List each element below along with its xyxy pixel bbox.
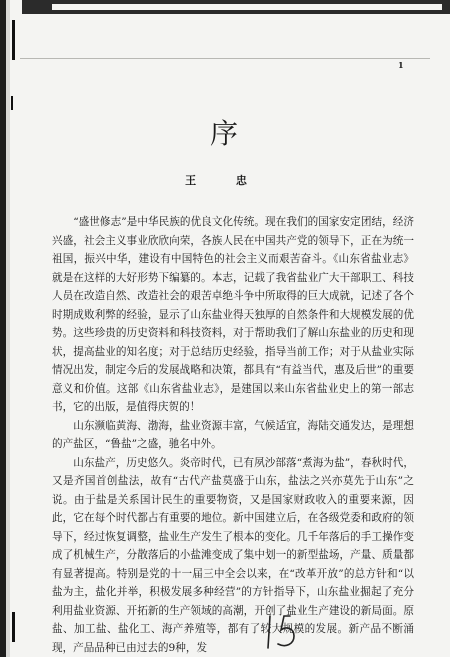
scan-artifact xyxy=(12,612,15,642)
preface-body xyxy=(52,213,414,657)
scan-top-edge xyxy=(22,0,450,14)
paragraph: 山东濒临黄海、渤海，盐业资源丰富，气候适宜，海陆交通发达，是理想的产盐区，“鲁盐”之盛，驰名中外。 xyxy=(52,419,414,450)
paragraph: 山东盐产，历史悠久。炎帝时代，已有夙沙部落“煮海为盐”，春秋时代，又是齐国首创盐法，故有“古代产盐莫盛于山东，盐法之兴亦莫先于山东”之说。由于盐是关系国计民生的重要物资，又是国家财政收入的重要来源，因此，它在每个时代都占有重要的地位。新中国建立后，在各级党委和政府的领导下，经过恢复调整，盐业生产发生了根本的变化。几千年落后的手工操作变成了机械生产，分散落后的小盐滩变成了集中划一的新型盐场，产量、质量都有显著提高。特别是党的十一届三中全会以来，在“改革开放”的总方针和“以盐为主，盐化并举，积极发展多种经营”的方针指导下，山东盐业掘起了充分利用盐业资源、开拓新的生产领域的高潮，开创了盐业生产建设的新局面。原盐、加工盐、盐化工、海产养殖等，都有了较大规模的发展。新产品不断涌现，产品品种已由过去的9种，发 xyxy=(52,456,414,654)
scan-left-gap xyxy=(6,0,10,657)
scan-artifact xyxy=(12,20,15,60)
header-rule xyxy=(20,58,430,59)
paragraph: “盛世修志”是中华民族的优良文化传统。现在我们的国家安定团结，经济兴盛，社会主义事业欣欣向荣，各族人民在中国共产党的领导下，正在为统一祖国，振兴中华，建设有中国特色的社会主义而艰苦奋斗。《山东省盐业志》就是在这样的大好形势下编纂的。本志，记载了我省盐业广大干部职工、科技人员在改造自然、改造社会的艰苦卓绝斗争中所取得的巨大成就，记述了各个时期成败利弊的经验，显示了山东盐业得天独厚的自然条件和大规模发展的优势。这些珍贵的历史资料和科技资料，对于帮助我们了解山东盐业的历史和现状，提高盐业的知名度；对于总结历史经验，指导当前工作；对于从盐业实际情况出发，制定今后的发展战略和决策，都具有“有益当代，惠及后世”的重要意义和价值。这部《山东省盐业志》，是建国以来山东省盐业史上的第一部志书，它的出版，是值得庆贺的！ xyxy=(52,216,414,413)
author-name: 王 忠 xyxy=(185,174,265,187)
scan-artifact xyxy=(11,96,13,110)
handwritten-mark xyxy=(260,612,310,652)
page-title: 序 xyxy=(209,117,240,150)
page-number: 1 xyxy=(398,60,404,70)
